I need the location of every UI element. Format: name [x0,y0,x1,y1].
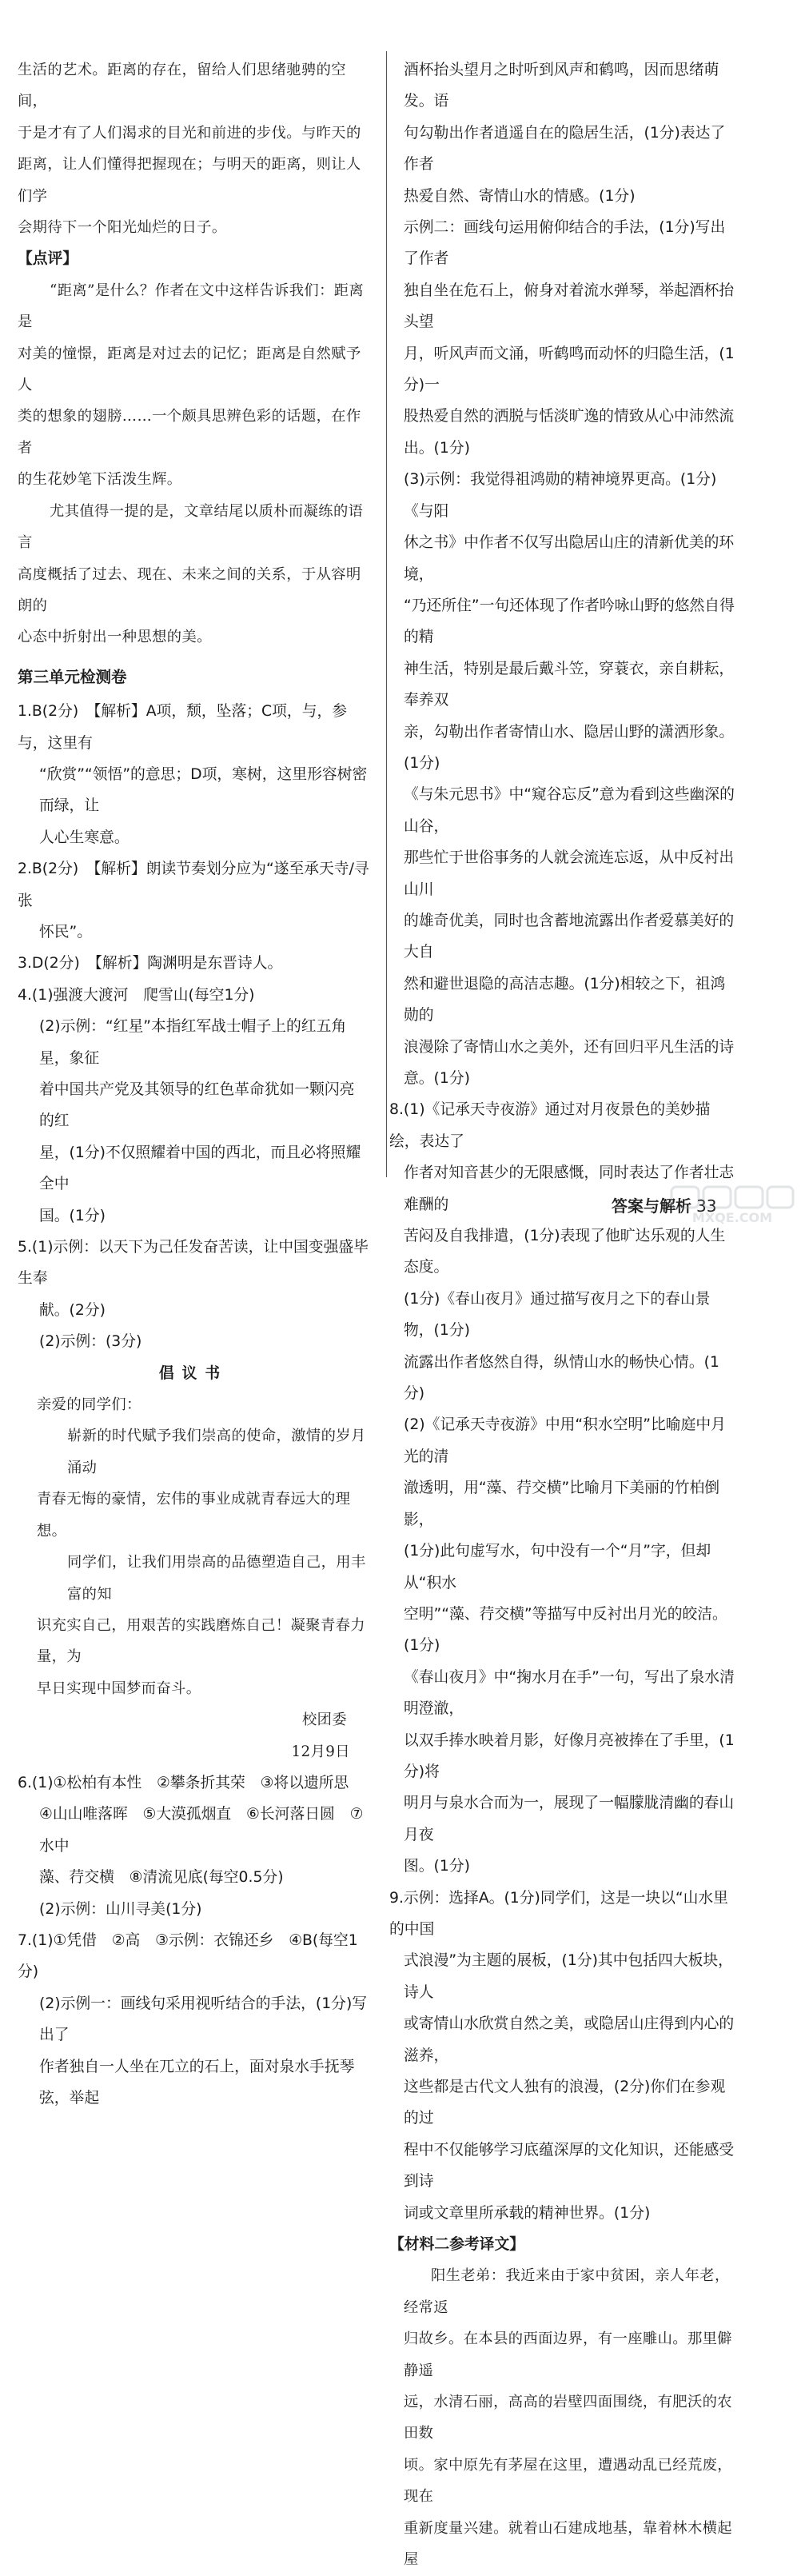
comment-line: 对美的憧憬，距离是对过去的记忆；距离是自然赋予人 [18,345,361,394]
question-9 [389,1883,739,2229]
answer-line: 图。(1分) [404,1858,470,1875]
question-7-continued [404,54,739,1094]
answer-line: 词或文章里所承载的精神世界。(1分) [404,2204,651,2222]
translation-line: 重新度量兴建。就着山石建成地基，靠着林木横起屋 [404,2519,732,2569]
answer-line: (2)示例：山川寻美(1分) [39,1900,202,1918]
watermark-logo [668,1184,796,1225]
answer-line: 怀民”。 [39,923,93,941]
answer-line: 月，听风声而文涌，听鹤鸣而动怀的归隐生活，(1分)一 [404,345,735,394]
answer-line: (1分)《春山夜月》通过描写夜月之下的春山景物，(1分) [404,1290,711,1340]
answer-line: 的雄奇优美，同时也含蓄地流露出作者爱慕美好的大自 [404,912,735,961]
answer-line: 6.(1)①松柏有本性 ②攀条折其荣 ③将以遗所思 [18,1774,349,1791]
answer-line: 程中不仅能够学习底蕴深厚的文化知识，还能感受到诗 [404,2141,735,2191]
answer-line: 9.示例：选择A。(1分)同学们，这是一块以“山水里的中国 [389,1889,728,1938]
question-1 [18,696,369,853]
answer-line: 以双手捧水映着月影，好像月亮被捧在了手里，(1分)将 [404,1731,735,1780]
answer-line: 股热爱自然的洒脱与恬淡旷逸的情致从心中沛然流 [404,408,735,425]
answer-line: 2.B(2分) 【解析】朗读节奏划分应为“遂至承天寺/寻张 [18,861,369,909]
answer-line: 澈透明，用“藻、荇交横”比喻月下美丽的竹柏倒影， [404,1480,720,1528]
answer-line: (2)示例：“红星”本指红军战士帽子上的红五角星，象征 [39,1018,347,1067]
answer-line: (2)《记承天寺夜游》中用“积水空明”比喻庭中月光的清 [404,1416,726,1465]
footer-label: 答案与解析 [612,1196,691,1216]
answer-line: 酒杯抬头望月之时听到风声和鹤鸣，因而思绪萌发。语 [404,62,719,110]
essay-line: 会期待下一个阳光灿烂的日子。 [18,219,227,237]
answer-line: 出。(1分) [404,439,470,457]
answer-line: ④山山唯落晖 ⑤大漠孤烟直 ⑥长河落日圆 ⑦水中 [39,1806,364,1855]
proposal-line: 青春无悔的豪情，宏伟的事业成就青春远大的理想。 [37,1491,351,1540]
essay-ending [18,54,369,243]
translation-line: 归故乡。在本县的西面边界，有一座雕山。那里僻静遥 [404,2330,732,2379]
answer-line: 1.B(2分) 【解析】A项，颓，坠落；C项，与，参与，这里有 [18,703,348,752]
question-5 [18,1232,369,1358]
proposal-line: 同学们，让我们用崇高的品德塑造自己，用丰富的知 [67,1554,366,1603]
question-2 [18,853,369,948]
translation-block [404,2260,739,2575]
answer-line: 神生活，特别是最后戴斗笠，穿蓑衣，亲自耕耘，奉养双 [404,660,735,709]
answer-line: 亲，勾勒出作者寄情山水、隐居山野的潇洒形象。(1分) [404,723,735,772]
answer-line: 苦闷及自我排遣，(1分)表现了他旷达乐观的人生态度。 [404,1228,726,1276]
answer-line: 藻、荇交横 ⑧清流见底(每空0.5分) [39,1869,284,1887]
proposal-line: 早日实现中国梦而奋斗。 [37,1679,201,1697]
watermark-text: MXQE.COM [691,1210,773,1225]
material-heading: 【材料二参考译文】 [389,2236,525,2254]
answer-line: 7.(1)①凭借 ②高 ③示例：衣锦还乡 ④B(每空1分) [18,1931,358,1981]
proposal-line: 崭新的时代赋予我们崇高的使命，激情的岁月涌动 [67,1428,366,1476]
comment-line: 的生花妙笔下活泼生辉。 [18,471,182,489]
proposal-date: 12月9日 [291,1743,350,1760]
answer-line: 这些都是古代文人独有的浪漫，(2分)你们在参观的过 [404,2079,726,2127]
translation-line: 阳生老弟：我近来由于家中贫困，亲人年老，经常返 [404,2267,730,2316]
answer-line: 然和避世退隐的高洁志趣。(1分)相较之下，祖鸿勋的 [404,975,726,1024]
comment-line: 类的想象的翅膀……一个颇具思辨色彩的话题，在作者 [18,408,361,457]
essay-line: 于是才有了人们渴求的目光和前进的步伐。与昨天的 [18,124,361,142]
right-column [389,54,739,2576]
answer-line: 句勾勒出作者逍遥自在的隐居生活，(1分)表达了作者 [404,124,726,174]
proposal-greeting: 亲爱的同学们： [37,1396,141,1414]
answer-line: 明月与泉水合而为一，展现了一幅朦胧清幽的春山月夜 [404,1795,735,1843]
question-6 [18,1767,369,1925]
answer-line: 《与朱元思书》中“窥谷忘反”意为看到这些幽深的山谷， [404,786,735,835]
question-7 [18,1925,369,2114]
page-number: 33 [696,1196,717,1216]
answer-line: 着中国共产党及其领导的红色革命犹如一颗闪亮的红 [39,1081,355,1130]
translation-line: 远，水清石丽，高高的岩壁四面围绕，有肥沃的农田数 [404,2394,732,2442]
answer-line: (2)示例一：画线句采用视听结合的手法，(1分)写出了 [39,1995,368,2044]
question-3 [18,948,369,979]
translation-line: 顷。家中原先有茅屋在这里，遭遇动乱已经荒废，现在 [404,2456,732,2506]
answer-line: 意。(1分) [404,1070,470,1087]
proposal-letter [18,1358,369,1767]
section-title: 第三单元检测卷 [18,667,127,686]
answer-line: 《春山夜月》中“掬水月在手”一句，写出了泉水清明澄澈， [404,1668,735,1718]
answer-line: (2)示例：(3分) [39,1333,142,1351]
answer-line: 休之书》中作者不仅写出隐居山庄的清新优美的环境， [404,534,735,583]
comment-line: 心态中折射出一种思想的美。 [18,629,212,646]
answer-line: 空明”“藻、荇交横”等描写中反衬出月光的皎洁。(1分) [404,1605,727,1655]
answer-line: “乃还所住”一句还体现了作者吟咏山野的悠然自得的精 [404,597,735,646]
essay-line: 生活的艺术。距离的存在，留给人们思绪驰骋的空间， [18,62,346,110]
left-column [18,54,369,2114]
answer-line: 或寄情山水欣赏自然之美，或隐居山庄得到内心的滋养， [404,2015,735,2064]
answer-line: 作者对知音甚少的无限感慨，同时表达了作者壮志难酬的 [404,1164,735,1213]
answer-line: 4.(1)强渡大渡河 爬雪山(每空1分) [18,986,255,1004]
answer-line: (3)示例：我觉得祖鸿勋的精神境界更高。(1分)《与阳 [404,471,717,520]
comment-heading: 【点评】 [18,250,78,268]
answer-line: 热爱自然、寄情山水的情感。(1分) [404,187,636,205]
comment-line: 高度概括了过去、现在、未来之间的关系，于从容明朗的 [18,565,361,614]
comment-line: 尤其值得一提的是，文章结尾以质朴而凝练的语言 [18,502,364,552]
answer-line: 示例二：画线句运用俯仰结合的手法，(1分)写出了作者 [404,219,726,268]
answer-line: “欣赏”“领悟”的意思；D项，寒树，这里形容树密而绿，让 [39,765,368,815]
answer-line: (1分)此句虚写水，句中没有一个“月”字，但却从“积水 [404,1543,711,1592]
answer-line: 3.D(2分) 【解析】陶渊明是东晋诗人。 [18,955,283,972]
comment-block [18,275,369,653]
answer-line: 独自坐在危石上，俯身对着流水弹琴，举起酒杯抬头望 [404,282,735,331]
answer-line: 国。(1分) [39,1207,106,1224]
answer-line: 作者独自一人坐在兀立的石上，面对泉水手抚琴弦，举起 [39,2058,355,2107]
proposal-signature: 校团委 [301,1711,347,1729]
answer-line: 5.(1)示例：以天下为己任发奋苦读，让中国变强盛毕生奉 [18,1239,369,1288]
answer-line: 流露出作者悠然自得，纵情山水的畅快心情。(1分) [404,1353,719,1403]
proposal-line: 识充实自己，用艰苦的实践磨炼自己！凝聚青春力量，为 [37,1616,365,1666]
answer-line: 浪漫除了寄情山水之美外，还有回归平凡生活的诗 [404,1038,735,1056]
answer-line: 式浪漫”为主题的展板，(1分)其中包括四大板块，诗人 [404,1952,733,2001]
column-divider [386,51,387,1177]
proposal-title: 倡议书 [158,1364,229,1382]
essay-line: 距离，让人们懂得把握现在；与明天的距离，则让人们学 [18,156,361,205]
question-4 [18,980,369,1232]
answer-line: 人心生寒意。 [39,829,130,846]
answer-line: 星，(1分)不仅照耀着中国的西北，而且必将照耀全中 [39,1144,361,1193]
answer-line: 8.(1)《记承天寺夜游》通过对月夜景色的美妙描绘，表达了 [389,1101,711,1150]
answer-line: 那些忙于世俗事务的人就会流连忘返，从中反衬出山川 [404,849,735,898]
answer-line: 献。(2分) [39,1301,106,1319]
comment-line: “距离”是什么？作者在文中这样告诉我们：距离是 [18,282,365,331]
